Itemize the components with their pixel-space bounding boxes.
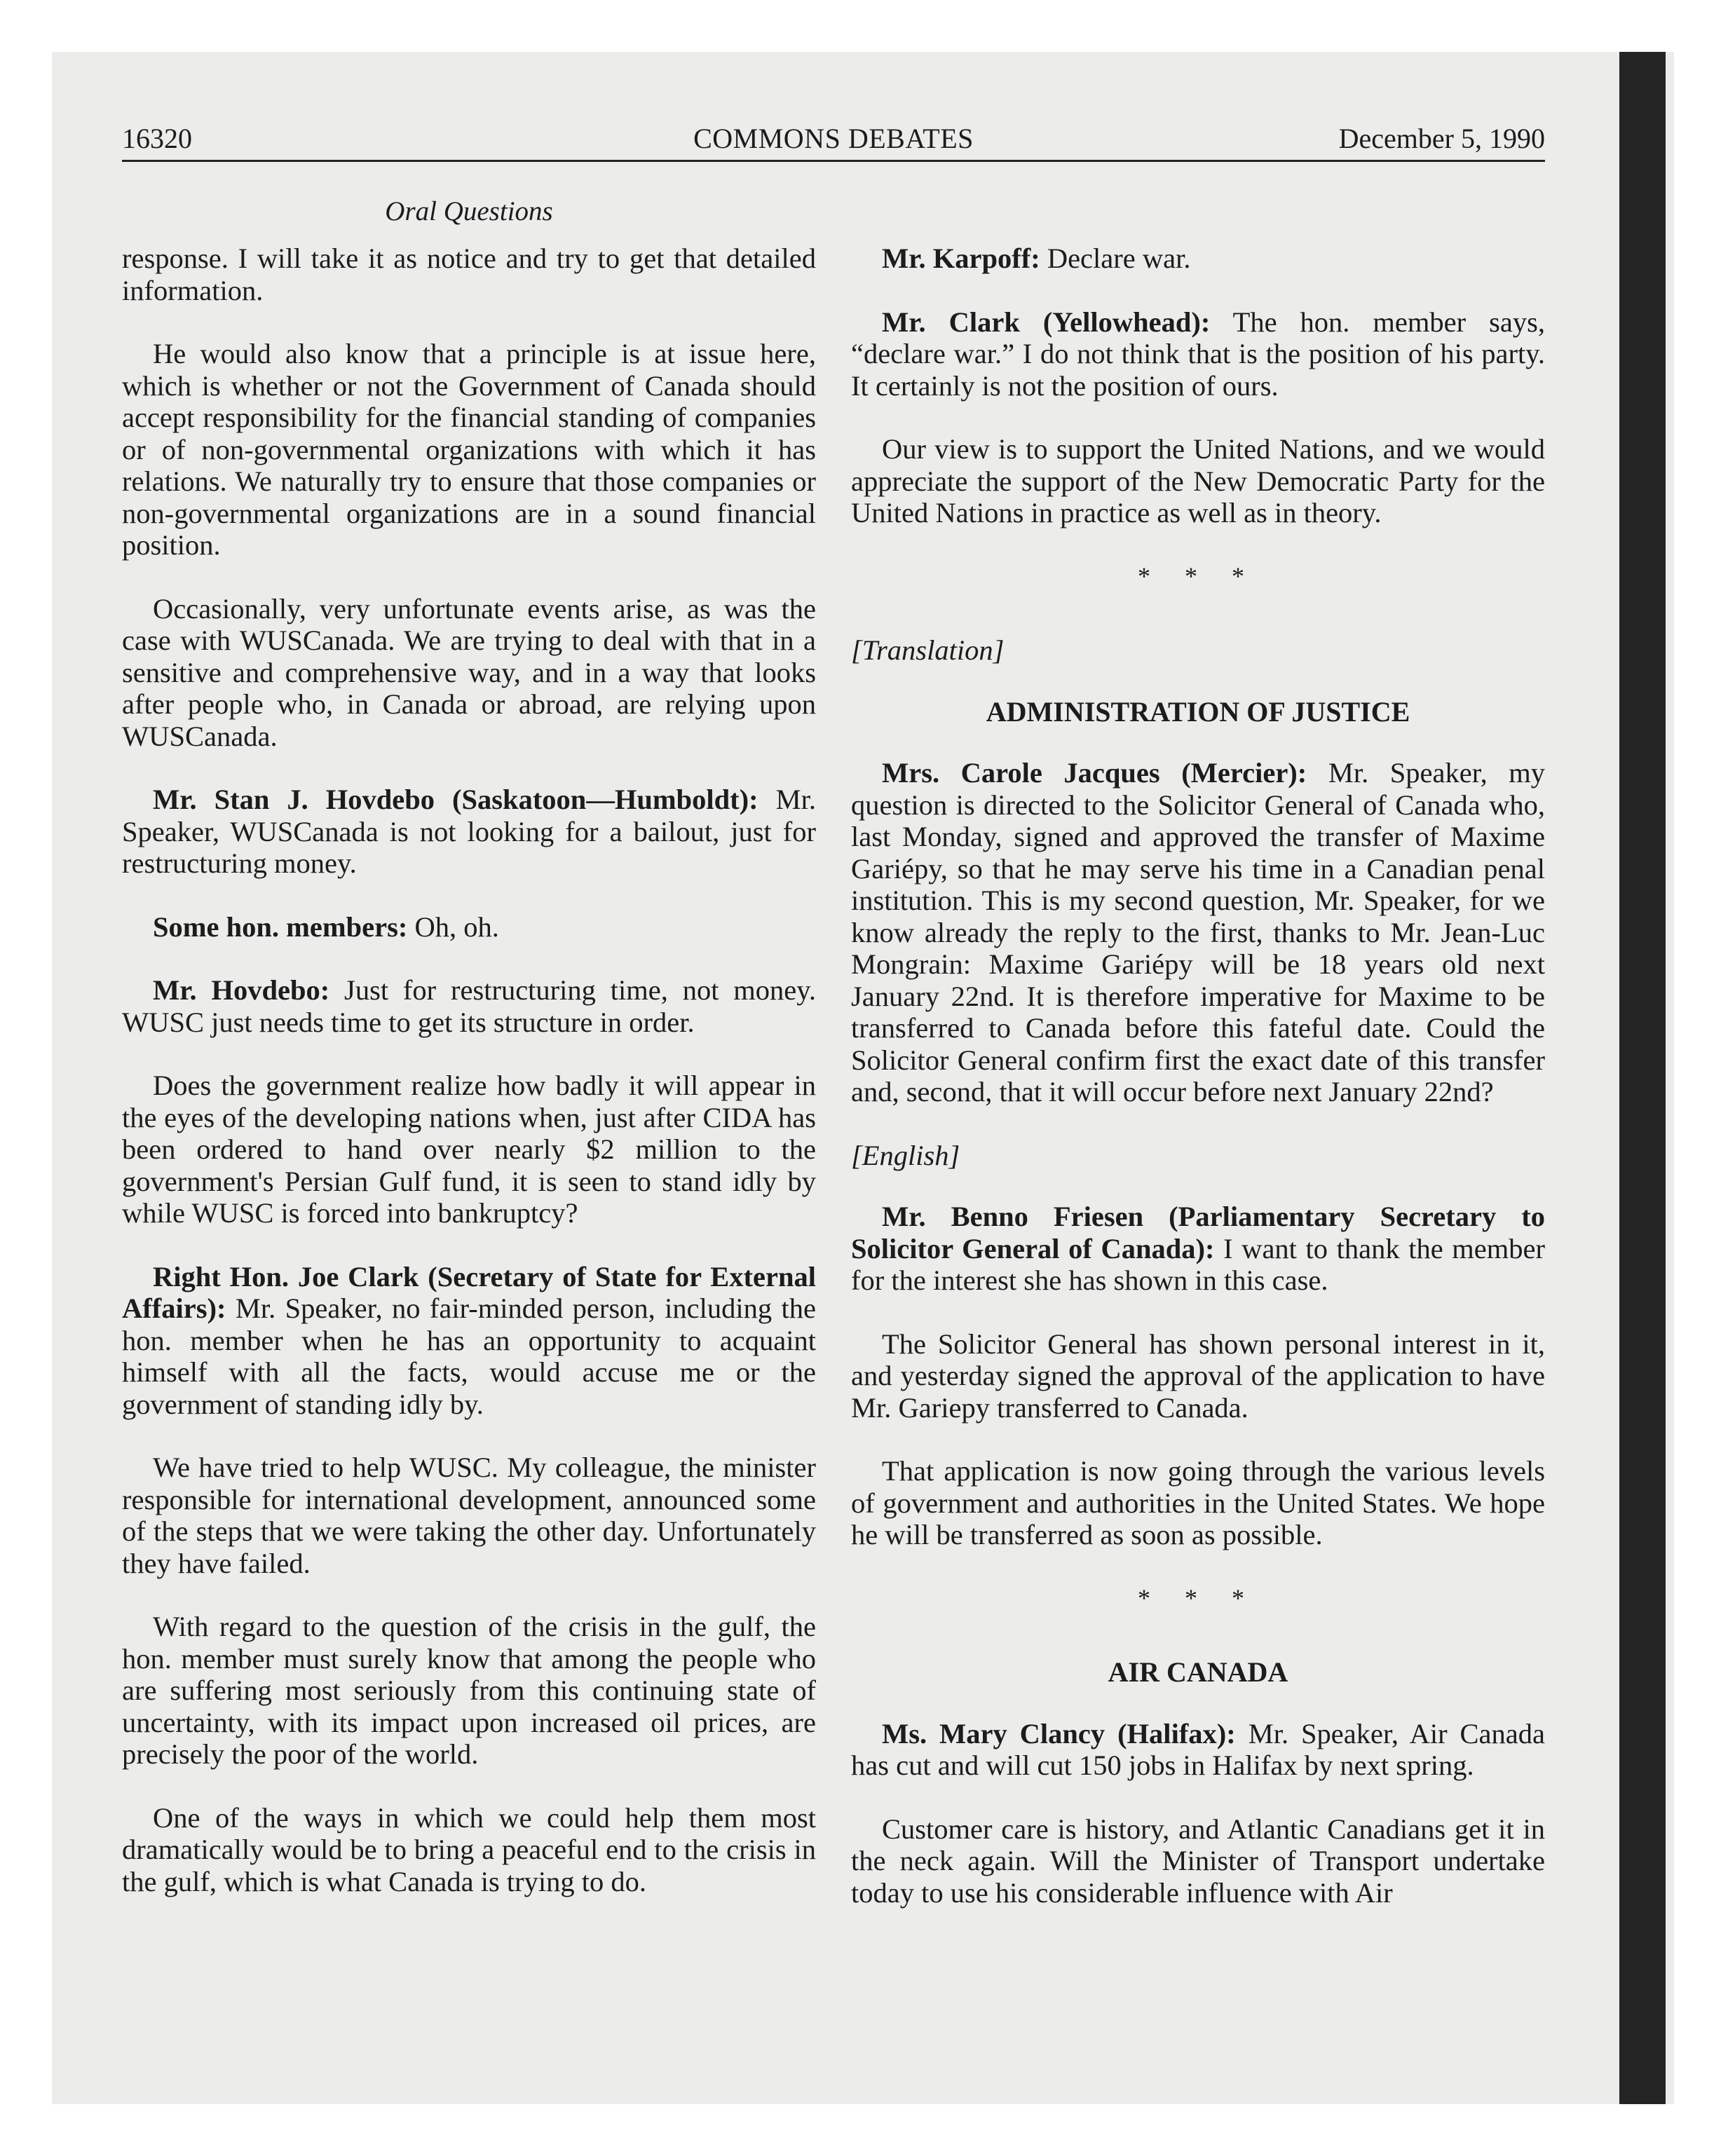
paragraph: Our view is to support the United Nations, and we would appreciate the support of the New Democratic Party for the United Nations in practice as well as in theory. [851,433,1545,528]
publication-date: December 5, 1990 [1338,123,1545,154]
speech-paragraph: Mrs. Carole Jacques (Mercier): Mr. Speaker, my question is directed to the Solicitor General of Canada who, last Monday, signed and approved the transfer of Maxime Gariépy, so that he may serve his time in a Canadian penal institution. This is my second question, Mr. Speaker, for we know already the reply to the first, thanks to Mr. Jean-Luc Mongrain: Maxime Gariépy will be 18 years old next January 22nd. It is therefore imperative for Maxime to be transferred to Canada before this fateful date. Could the Solicitor General confirm first the exact date of this transfer and, second, that it will occur before next January 22nd? [851,757,1545,1107]
speaker-name: Mr. Clark (Yellowhead): [882,306,1211,338]
speaker-name: Mr. Hovdebo: [153,974,330,1006]
paragraph: We have tried to help WUSC. My colleague, the minister responsible for international development, announced some of the steps that we were taking the other day. Unfortunately they have failed. [122,1452,816,1579]
section-separator: * * * [1138,1583,1258,1612]
right-column [851,243,1545,1940]
paragraph: The Solicitor General has shown personal interest in it, and yesterday signed the approval of the application to have Mr. Gariepy transferred to Canada. [851,1328,1545,1424]
section-label: Oral Questions [385,196,553,226]
speech-paragraph: Mr. Stan J. Hovdebo (Saskatoon—Humboldt): Mr. Speaker, WUSCanada is not looking for a bailout, just for restructuring money. [122,784,816,879]
publication-title: COMMONS DEBATES [693,123,974,154]
section-heading: AIR CANADA [1108,1656,1288,1688]
speech-paragraph: Mr. Benno Friesen (Parliamentary Secretary to Solicitor General of Canada): I want to thank the member for the interest she has shown in this case. [851,1201,1545,1296]
paragraph: He would also know that a principle is at issue here, which is whether or not the Government of Canada should accept responsibility for the financial standing of companies or of non-governmental organizations with which it has relations. We naturally try to ensure that those companies or non-governmental organizations are in a sound financial position. [122,338,816,561]
speaker-name: Mr. Benno Friesen (Parliamentary Secretary to Solicitor General of Canada): [851,1201,1545,1264]
language-marker: [Translation] [851,634,1005,666]
section-separator: * * * [1138,561,1258,590]
speech-paragraph: Some hon. members: Oh, oh. [153,910,499,943]
paragraph: With regard to the question of the crisis in the gulf, the hon. member must surely know that among the people who are suffering most seriously from this continuing state of uncertainty, with its impact upon increased oil prices, are precisely the poor of the world. [122,1611,816,1770]
paragraph: Does the government realize how badly it will appear in the eyes of the developing nations when, just after CIDA has been ordered to hand over nearly $2 million to the government's Persian Gulf fund, it is seen to stand idly by while WUSC is forced into bankruptcy? [122,1070,816,1229]
speaker-name: Mrs. Carole Jacques (Mercier): [882,757,1307,789]
speaker-name: Some hon. members: [153,910,408,943]
speech-paragraph: Mr. Hovdebo: Just for restructuring time, not money. WUSC just needs time to get its structure in order. [122,974,817,1038]
paragraph: Customer care is history, and Atlantic Canadians get it in the neck again. Will the Minister of Transport undertake today to use his considerable influence with Air [851,1813,1545,1909]
speaker-name: Mr. Karpoff: [882,243,1040,274]
speaker-name: Ms. Mary Clancy (Halifax): [882,1717,1236,1749]
speaker-name: Mr. Stan J. Hovdebo (Saskatoon—Humboldt): [153,784,758,815]
paragraph: That application is now going through the various levels of government and authorities in the United States. We hope he will be transferred as soon as possible. [851,1455,1545,1550]
page-number: 16320 [122,123,192,154]
paragraph: One of the ways in which we could help them most dramatically would be to bring a peaceful end to the crisis in the gulf, which is what Canada is trying to do. [122,1801,816,1897]
left-column [122,243,816,1929]
speech-paragraph: Right Hon. Joe Clark (Secretary of State for External Affairs): Mr. Speaker, no fair-minded person, including the hon. member when he has an opportunity to acquaint himself with all the facts, would accuse me or the government of standing idly by. [122,1260,816,1420]
speech-paragraph: Ms. Mary Clancy (Halifax): Mr. Speaker, Air Canada has cut and will cut 150 jobs in Halifax by next spring. [851,1717,1545,1781]
binding-shadow [1619,52,1666,2104]
section-heading: ADMINISTRATION OF JUSTICE [986,695,1410,728]
paragraph: Occasionally, very unfortunate events arise, as was the case with WUSCanada. We are trying to deal with that in a sensitive and comprehensive way, and in a way that looks after people who, in Canada or abroad, are relying upon WUSCanada. [122,592,816,752]
language-marker: [English] [851,1139,960,1171]
speaker-name: Right Hon. Joe Clark (Secretary of State for External Affairs): [122,1260,816,1324]
paragraph: response. I will take it as notice and try to get that detailed information. [122,243,816,306]
page-header [122,118,1545,160]
speech-paragraph: Mr. Karpoff: Declare war. [882,243,1191,274]
header-rule [122,160,1545,162]
speech-paragraph: Mr. Clark (Yellowhead): The hon. member says, “declare war.” I do not think that is the position of his party. It certainly is not the position of ours. [851,306,1545,402]
